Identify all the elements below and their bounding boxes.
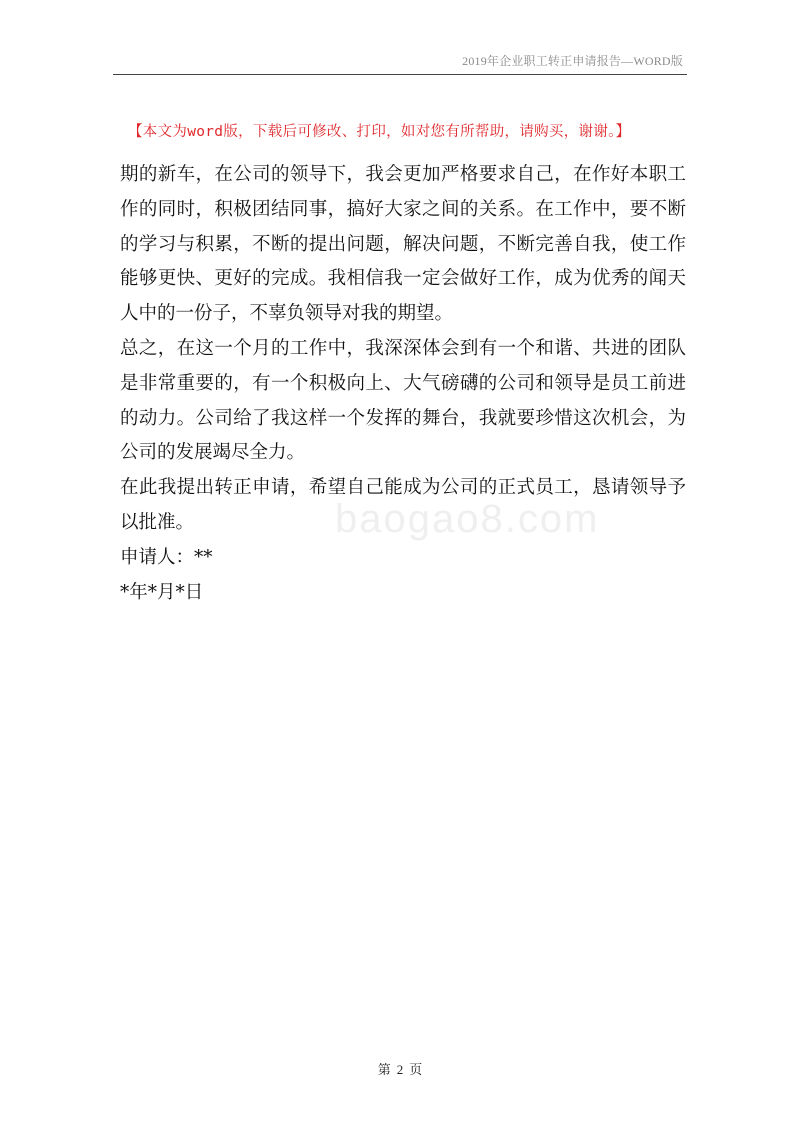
page-number: 2 xyxy=(396,1062,404,1077)
header-divider xyxy=(113,74,687,75)
page-number-prefix: 第 xyxy=(377,1062,391,1077)
application-date: *年*月*日 xyxy=(120,581,204,603)
purchase-notice: 【本文为word版，下载后可修改、打印，如对您有所帮助，请购买，谢谢。】 xyxy=(128,124,631,140)
body-paragraph-3: 在此我提出转正申请，希望自己能成为公司的正式员工，恳请领导予以批准。 xyxy=(120,477,686,533)
document-header-title: 2019年企业职工转正申请报告—WORD版 xyxy=(462,54,683,68)
site-watermark: baogao8.com xyxy=(335,497,600,541)
body-paragraph-1: 期的新车，在公司的领导下，我会更加严格要求自己，在作好本职工作的同时，积极团结同事，搞好大家之间的关系。在工作中，要不断的学习与积累，不断的提出问题，解决问题，不断完善自我，使工作能够更快、更好的完成。我相信我一定会做好工作，成为优秀的闻天人中的一份子，不辜负领导对我的期望。 xyxy=(120,164,686,325)
body-paragraph-2: 总之，在这一个月的工作中，我深深体会到有一个和谐、共进的团队是非常重要的，有一个积极向上、大气磅礴的公司和领导是员工前进的动力。公司给了我这样一个发挥的舞台，我就要珍惜这次机会，为公司的发展竭尽全力。 xyxy=(120,337,686,464)
page-number-suffix: 页 xyxy=(409,1062,423,1077)
applicant-signature: 申请人：** xyxy=(120,546,213,568)
page-footer xyxy=(0,1059,800,1078)
document-body xyxy=(120,158,686,610)
